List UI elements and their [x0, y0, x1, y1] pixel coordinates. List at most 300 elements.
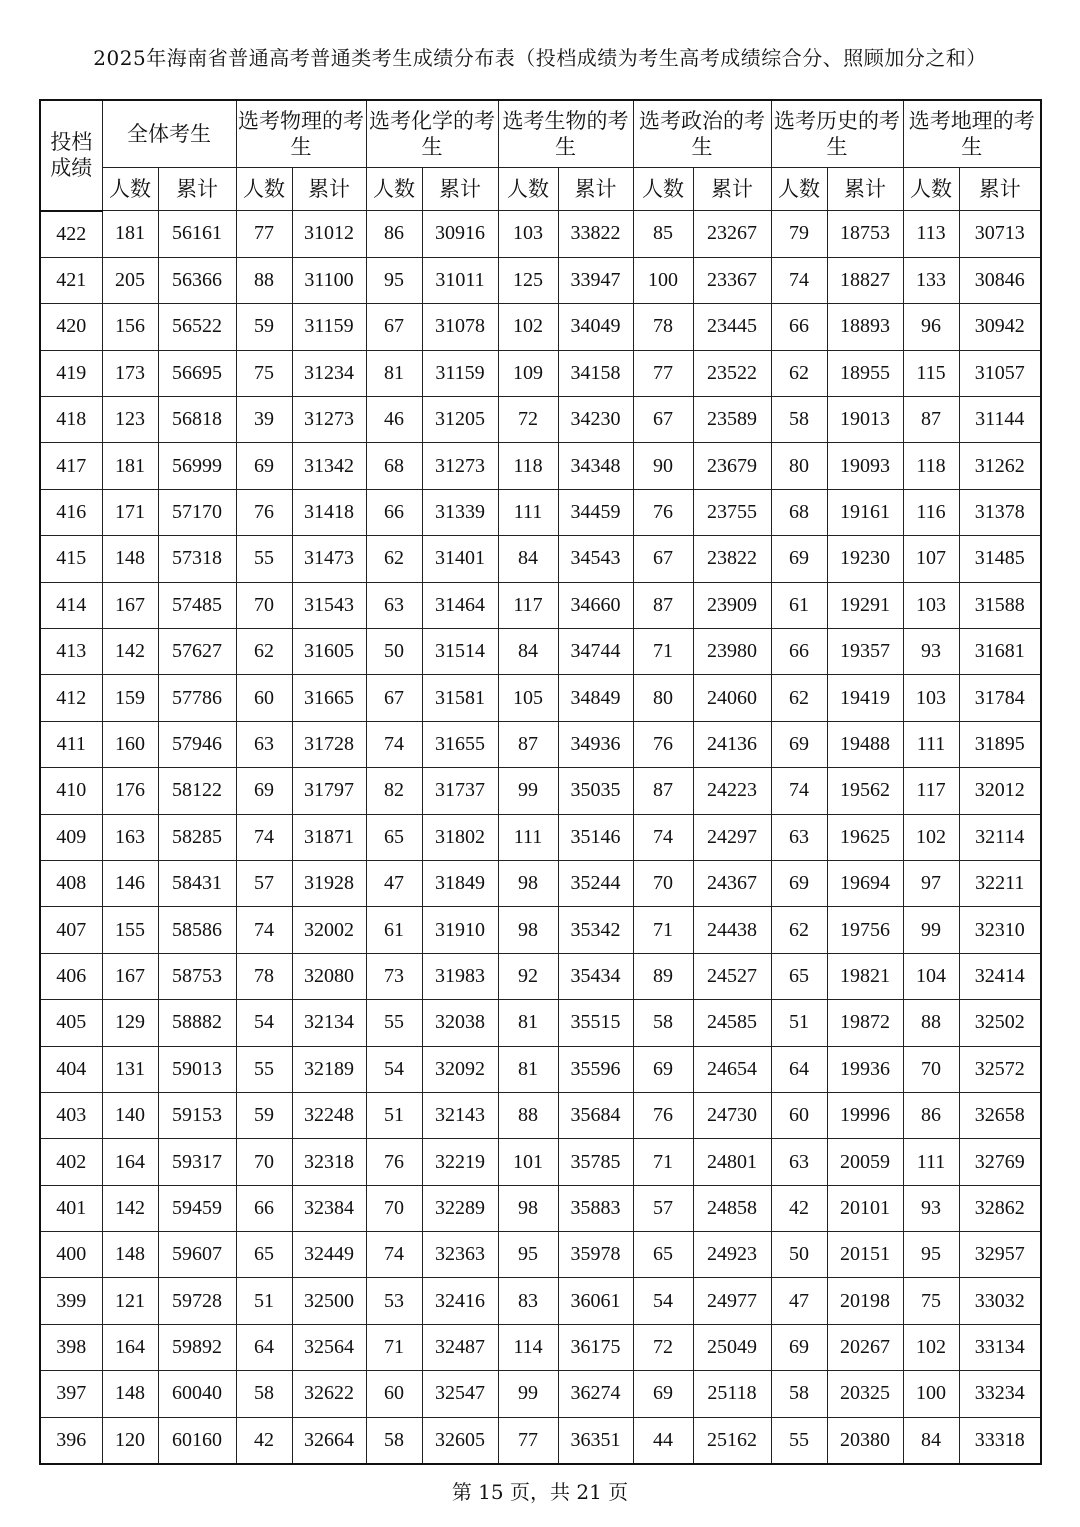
- cumulative-cell: 32092: [422, 1046, 498, 1092]
- count-cell: 53: [366, 1278, 422, 1324]
- cumulative-cell: 59607: [158, 1232, 236, 1278]
- cumulative-cell: 31418: [292, 489, 366, 535]
- header-row-groups: [40, 100, 1041, 168]
- cumulative-cell: 32248: [292, 1092, 366, 1138]
- cumulative-cell: 23589: [693, 397, 771, 443]
- count-cell: 50: [771, 1232, 827, 1278]
- table-row: [40, 1417, 1041, 1464]
- cumulative-cell: 31485: [959, 536, 1041, 582]
- count-cell: 102: [903, 814, 959, 860]
- cumulative-cell: 32219: [422, 1139, 498, 1185]
- cumulative-cell: 24923: [693, 1232, 771, 1278]
- count-cell: 39: [236, 397, 292, 443]
- cumulative-cell: 24297: [693, 814, 771, 860]
- cumulative-cell: 56695: [158, 350, 236, 396]
- count-cell: 87: [903, 397, 959, 443]
- count-cell: 80: [771, 443, 827, 489]
- count-cell: 79: [771, 211, 827, 258]
- count-cell: 65: [236, 1232, 292, 1278]
- count-cell: 70: [633, 860, 693, 906]
- count-cell: 58: [236, 1371, 292, 1417]
- count-cell: 75: [236, 350, 292, 396]
- cumulative-cell: 19821: [827, 953, 903, 999]
- score-cell: 396: [40, 1417, 102, 1464]
- count-cell: 87: [633, 582, 693, 628]
- cumulative-cell: 31928: [292, 860, 366, 906]
- cumulative-cell: 59153: [158, 1092, 236, 1138]
- count-cell: 125: [498, 257, 558, 303]
- cumulative-cell: 31681: [959, 629, 1041, 675]
- cumulative-cell: 32658: [959, 1092, 1041, 1138]
- cumulative-cell: 32487: [422, 1324, 498, 1370]
- count-cell: 100: [903, 1371, 959, 1417]
- count-cell: 58: [366, 1417, 422, 1464]
- cumulative-cell: 36175: [558, 1324, 633, 1370]
- count-cell: 129: [102, 1000, 158, 1046]
- header-cumulative: 累计: [693, 168, 771, 211]
- count-cell: 111: [498, 489, 558, 535]
- count-cell: 66: [771, 304, 827, 350]
- count-cell: 80: [633, 675, 693, 721]
- cumulative-cell: 20325: [827, 1371, 903, 1417]
- count-cell: 57: [236, 860, 292, 906]
- cumulative-cell: 24438: [693, 907, 771, 953]
- count-cell: 68: [366, 443, 422, 489]
- count-cell: 81: [498, 1000, 558, 1046]
- count-cell: 67: [633, 397, 693, 443]
- cumulative-cell: 25049: [693, 1324, 771, 1370]
- cumulative-cell: 32363: [422, 1232, 498, 1278]
- cumulative-cell: 31378: [959, 489, 1041, 535]
- cumulative-cell: 34849: [558, 675, 633, 721]
- header-cumulative: 累计: [959, 168, 1041, 211]
- cumulative-cell: 58882: [158, 1000, 236, 1046]
- count-cell: 55: [366, 1000, 422, 1046]
- cumulative-cell: 19756: [827, 907, 903, 953]
- table-row: [40, 443, 1041, 489]
- cumulative-cell: 60040: [158, 1371, 236, 1417]
- cumulative-cell: 57946: [158, 721, 236, 767]
- count-cell: 81: [366, 350, 422, 396]
- header-cumulative: 累计: [422, 168, 498, 211]
- count-cell: 93: [903, 1185, 959, 1231]
- cumulative-cell: 31543: [292, 582, 366, 628]
- count-cell: 74: [633, 814, 693, 860]
- cumulative-cell: 31273: [422, 443, 498, 489]
- cumulative-cell: 35244: [558, 860, 633, 906]
- count-cell: 102: [903, 1324, 959, 1370]
- cumulative-cell: 24136: [693, 721, 771, 767]
- document-title: 2025年海南省普通高考普通类考生成绩分布表（投档成绩为考生高考成绩综合分、照顾加分之和）: [93, 46, 987, 70]
- count-cell: 77: [633, 350, 693, 396]
- cumulative-cell: 20151: [827, 1232, 903, 1278]
- cumulative-cell: 31473: [292, 536, 366, 582]
- cumulative-cell: 32449: [292, 1232, 366, 1278]
- count-cell: 67: [366, 675, 422, 721]
- cumulative-cell: 25162: [693, 1417, 771, 1464]
- count-cell: 73: [366, 953, 422, 999]
- cumulative-cell: 19562: [827, 768, 903, 814]
- cumulative-cell: 30846: [959, 257, 1041, 303]
- count-cell: 74: [771, 257, 827, 303]
- cumulative-cell: 20198: [827, 1278, 903, 1324]
- cumulative-cell: 19291: [827, 582, 903, 628]
- table-row: [40, 397, 1041, 443]
- count-cell: 148: [102, 536, 158, 582]
- count-cell: 131: [102, 1046, 158, 1092]
- cumulative-cell: 58122: [158, 768, 236, 814]
- count-cell: 155: [102, 907, 158, 953]
- cumulative-cell: 57170: [158, 489, 236, 535]
- count-cell: 63: [236, 721, 292, 767]
- cumulative-cell: 31078: [422, 304, 498, 350]
- cumulative-cell: 19625: [827, 814, 903, 860]
- count-cell: 77: [236, 211, 292, 258]
- count-cell: 160: [102, 721, 158, 767]
- cumulative-cell: 57485: [158, 582, 236, 628]
- count-cell: 66: [236, 1185, 292, 1231]
- cumulative-cell: 24367: [693, 860, 771, 906]
- count-cell: 117: [903, 768, 959, 814]
- count-cell: 88: [903, 1000, 959, 1046]
- count-cell: 62: [236, 629, 292, 675]
- count-cell: 76: [633, 1092, 693, 1138]
- count-cell: 118: [903, 443, 959, 489]
- cumulative-cell: 32038: [422, 1000, 498, 1046]
- cumulative-cell: 32957: [959, 1232, 1041, 1278]
- table-row: [40, 953, 1041, 999]
- score-cell: 410: [40, 768, 102, 814]
- cumulative-cell: 32318: [292, 1139, 366, 1185]
- cumulative-cell: 34158: [558, 350, 633, 396]
- cumulative-cell: 30942: [959, 304, 1041, 350]
- count-cell: 167: [102, 582, 158, 628]
- count-cell: 55: [771, 1417, 827, 1464]
- cumulative-cell: 35146: [558, 814, 633, 860]
- count-cell: 88: [236, 257, 292, 303]
- count-cell: 90: [633, 443, 693, 489]
- score-cell: 402: [40, 1139, 102, 1185]
- count-cell: 54: [366, 1046, 422, 1092]
- score-cell: 411: [40, 721, 102, 767]
- cumulative-cell: 32572: [959, 1046, 1041, 1092]
- score-cell: 415: [40, 536, 102, 582]
- cumulative-cell: 24223: [693, 768, 771, 814]
- cumulative-cell: 32310: [959, 907, 1041, 953]
- count-cell: 148: [102, 1232, 158, 1278]
- count-cell: 148: [102, 1371, 158, 1417]
- count-cell: 176: [102, 768, 158, 814]
- cumulative-cell: 24060: [693, 675, 771, 721]
- count-cell: 156: [102, 304, 158, 350]
- cumulative-cell: 34936: [558, 721, 633, 767]
- table-row: [40, 1371, 1041, 1417]
- cumulative-cell: 58285: [158, 814, 236, 860]
- score-cell: 399: [40, 1278, 102, 1324]
- count-cell: 57: [633, 1185, 693, 1231]
- count-cell: 99: [498, 1371, 558, 1417]
- count-cell: 62: [771, 350, 827, 396]
- count-cell: 42: [236, 1417, 292, 1464]
- count-cell: 99: [498, 768, 558, 814]
- cumulative-cell: 31588: [959, 582, 1041, 628]
- cumulative-cell: 32605: [422, 1417, 498, 1464]
- count-cell: 70: [366, 1185, 422, 1231]
- score-cell: 400: [40, 1232, 102, 1278]
- count-cell: 164: [102, 1139, 158, 1185]
- count-cell: 63: [771, 1139, 827, 1185]
- cumulative-cell: 35515: [558, 1000, 633, 1046]
- table-row: [40, 1092, 1041, 1138]
- cumulative-cell: 31910: [422, 907, 498, 953]
- cumulative-cell: 33822: [558, 211, 633, 258]
- cumulative-cell: 34543: [558, 536, 633, 582]
- count-cell: 116: [903, 489, 959, 535]
- cumulative-cell: 24801: [693, 1139, 771, 1185]
- score-cell: 421: [40, 257, 102, 303]
- cumulative-cell: 31011: [422, 257, 498, 303]
- cumulative-cell: 19872: [827, 1000, 903, 1046]
- count-cell: 99: [903, 907, 959, 953]
- cumulative-cell: 23445: [693, 304, 771, 350]
- cumulative-cell: 35684: [558, 1092, 633, 1138]
- cumulative-cell: 18955: [827, 350, 903, 396]
- count-cell: 111: [903, 721, 959, 767]
- count-cell: 163: [102, 814, 158, 860]
- cumulative-cell: 30916: [422, 211, 498, 258]
- count-cell: 69: [633, 1371, 693, 1417]
- cumulative-cell: 33947: [558, 257, 633, 303]
- count-cell: 95: [498, 1232, 558, 1278]
- cumulative-cell: 32622: [292, 1371, 366, 1417]
- score-cell: 397: [40, 1371, 102, 1417]
- cumulative-cell: 35978: [558, 1232, 633, 1278]
- count-cell: 76: [633, 489, 693, 535]
- count-cell: 83: [498, 1278, 558, 1324]
- cumulative-cell: 31339: [422, 489, 498, 535]
- count-cell: 69: [633, 1046, 693, 1092]
- header-group: 选考地理的考生: [903, 100, 1041, 168]
- count-cell: 76: [633, 721, 693, 767]
- table-row: [40, 536, 1041, 582]
- count-cell: 51: [771, 1000, 827, 1046]
- count-cell: 76: [366, 1139, 422, 1185]
- count-cell: 97: [903, 860, 959, 906]
- count-cell: 164: [102, 1324, 158, 1370]
- count-cell: 74: [366, 1232, 422, 1278]
- count-cell: 58: [771, 1371, 827, 1417]
- count-cell: 62: [771, 675, 827, 721]
- table-header: [40, 100, 1041, 211]
- table-row: [40, 1139, 1041, 1185]
- header-group: 选考生物的考生: [498, 100, 633, 168]
- count-cell: 69: [236, 768, 292, 814]
- header-cumulative: 累计: [158, 168, 236, 211]
- table-row: [40, 1324, 1041, 1370]
- cumulative-cell: 32502: [959, 1000, 1041, 1046]
- count-cell: 118: [498, 443, 558, 489]
- cumulative-cell: 31262: [959, 443, 1041, 489]
- count-cell: 114: [498, 1324, 558, 1370]
- cumulative-cell: 23980: [693, 629, 771, 675]
- count-cell: 181: [102, 443, 158, 489]
- cumulative-cell: 31983: [422, 953, 498, 999]
- count-cell: 78: [633, 304, 693, 350]
- count-cell: 117: [498, 582, 558, 628]
- table-row: [40, 1278, 1041, 1324]
- cumulative-cell: 18753: [827, 211, 903, 258]
- table-row: [40, 1000, 1041, 1046]
- cumulative-cell: 31784: [959, 675, 1041, 721]
- count-cell: 65: [771, 953, 827, 999]
- count-cell: 46: [366, 397, 422, 443]
- count-cell: 61: [771, 582, 827, 628]
- count-cell: 47: [366, 860, 422, 906]
- count-cell: 113: [903, 211, 959, 258]
- cumulative-cell: 58431: [158, 860, 236, 906]
- count-cell: 64: [236, 1324, 292, 1370]
- header-cumulative: 累计: [558, 168, 633, 211]
- count-cell: 121: [102, 1278, 158, 1324]
- cumulative-cell: 31342: [292, 443, 366, 489]
- cumulative-cell: 33032: [959, 1278, 1041, 1324]
- count-cell: 71: [366, 1324, 422, 1370]
- table-row: [40, 629, 1041, 675]
- cumulative-cell: 31665: [292, 675, 366, 721]
- table-row: [40, 768, 1041, 814]
- count-cell: 142: [102, 629, 158, 675]
- count-cell: 59: [236, 1092, 292, 1138]
- count-cell: 142: [102, 1185, 158, 1231]
- cumulative-cell: 32012: [959, 768, 1041, 814]
- header-group: 选考历史的考生: [771, 100, 903, 168]
- count-cell: 63: [366, 582, 422, 628]
- count-cell: 140: [102, 1092, 158, 1138]
- cumulative-cell: 23522: [693, 350, 771, 396]
- cumulative-cell: 24858: [693, 1185, 771, 1231]
- count-cell: 63: [771, 814, 827, 860]
- count-cell: 55: [236, 1046, 292, 1092]
- score-cell: 404: [40, 1046, 102, 1092]
- cumulative-cell: 56999: [158, 443, 236, 489]
- page-footer: 第 15 页，共 21 页: [451, 1480, 629, 1504]
- count-cell: 100: [633, 257, 693, 303]
- count-cell: 159: [102, 675, 158, 721]
- cumulative-cell: 19357: [827, 629, 903, 675]
- cumulative-cell: 34049: [558, 304, 633, 350]
- cumulative-cell: 57318: [158, 536, 236, 582]
- count-cell: 60: [236, 675, 292, 721]
- cumulative-cell: 35596: [558, 1046, 633, 1092]
- count-cell: 92: [498, 953, 558, 999]
- count-cell: 71: [633, 1139, 693, 1185]
- cumulative-cell: 31802: [422, 814, 498, 860]
- cumulative-cell: 24977: [693, 1278, 771, 1324]
- cumulative-cell: 31655: [422, 721, 498, 767]
- cumulative-cell: 31797: [292, 768, 366, 814]
- header-group: 选考化学的考生: [366, 100, 498, 168]
- count-cell: 120: [102, 1417, 158, 1464]
- cumulative-cell: 19161: [827, 489, 903, 535]
- count-cell: 54: [236, 1000, 292, 1046]
- count-cell: 65: [633, 1232, 693, 1278]
- cumulative-cell: 58586: [158, 907, 236, 953]
- score-cell: 418: [40, 397, 102, 443]
- count-cell: 133: [903, 257, 959, 303]
- score-cell: 403: [40, 1092, 102, 1138]
- cumulative-cell: 32080: [292, 953, 366, 999]
- header-count: 人数: [633, 168, 693, 211]
- count-cell: 62: [366, 536, 422, 582]
- cumulative-cell: 24527: [693, 953, 771, 999]
- count-cell: 62: [771, 907, 827, 953]
- cumulative-cell: 60160: [158, 1417, 236, 1464]
- score-cell: 416: [40, 489, 102, 535]
- count-cell: 102: [498, 304, 558, 350]
- score-cell: 408: [40, 860, 102, 906]
- count-cell: 98: [498, 1185, 558, 1231]
- count-cell: 66: [366, 489, 422, 535]
- header-group: 全体考生: [102, 100, 236, 168]
- cumulative-cell: 31159: [292, 304, 366, 350]
- count-cell: 88: [498, 1092, 558, 1138]
- count-cell: 77: [498, 1417, 558, 1464]
- count-cell: 74: [771, 768, 827, 814]
- count-cell: 205: [102, 257, 158, 303]
- cumulative-cell: 20380: [827, 1417, 903, 1464]
- cumulative-cell: 59459: [158, 1185, 236, 1231]
- score-cell: 422: [40, 211, 102, 258]
- count-cell: 167: [102, 953, 158, 999]
- table-row: [40, 675, 1041, 721]
- count-cell: 123: [102, 397, 158, 443]
- count-cell: 85: [633, 211, 693, 258]
- cumulative-cell: 32564: [292, 1324, 366, 1370]
- count-cell: 98: [498, 860, 558, 906]
- count-cell: 84: [903, 1417, 959, 1464]
- count-cell: 44: [633, 1417, 693, 1464]
- table-row: [40, 304, 1041, 350]
- cumulative-cell: 23367: [693, 257, 771, 303]
- count-cell: 95: [366, 257, 422, 303]
- count-cell: 50: [366, 629, 422, 675]
- cumulative-cell: 56161: [158, 211, 236, 258]
- header-group: 选考物理的考生: [236, 100, 366, 168]
- count-cell: 54: [633, 1278, 693, 1324]
- count-cell: 104: [903, 953, 959, 999]
- count-cell: 74: [236, 814, 292, 860]
- count-cell: 96: [903, 304, 959, 350]
- header-group: 选考政治的考生: [633, 100, 771, 168]
- table-row: [40, 860, 1041, 906]
- cumulative-cell: 57786: [158, 675, 236, 721]
- table-row: [40, 1185, 1041, 1231]
- count-cell: 69: [771, 1324, 827, 1370]
- count-cell: 47: [771, 1278, 827, 1324]
- count-cell: 60: [771, 1092, 827, 1138]
- cumulative-cell: 31401: [422, 536, 498, 582]
- count-cell: 95: [903, 1232, 959, 1278]
- cumulative-cell: 19013: [827, 397, 903, 443]
- cumulative-cell: 32189: [292, 1046, 366, 1092]
- cumulative-cell: 59728: [158, 1278, 236, 1324]
- cumulative-cell: 34660: [558, 582, 633, 628]
- score-cell: 406: [40, 953, 102, 999]
- table-row: [40, 907, 1041, 953]
- cumulative-cell: 24654: [693, 1046, 771, 1092]
- count-cell: 111: [498, 814, 558, 860]
- cumulative-cell: 31100: [292, 257, 366, 303]
